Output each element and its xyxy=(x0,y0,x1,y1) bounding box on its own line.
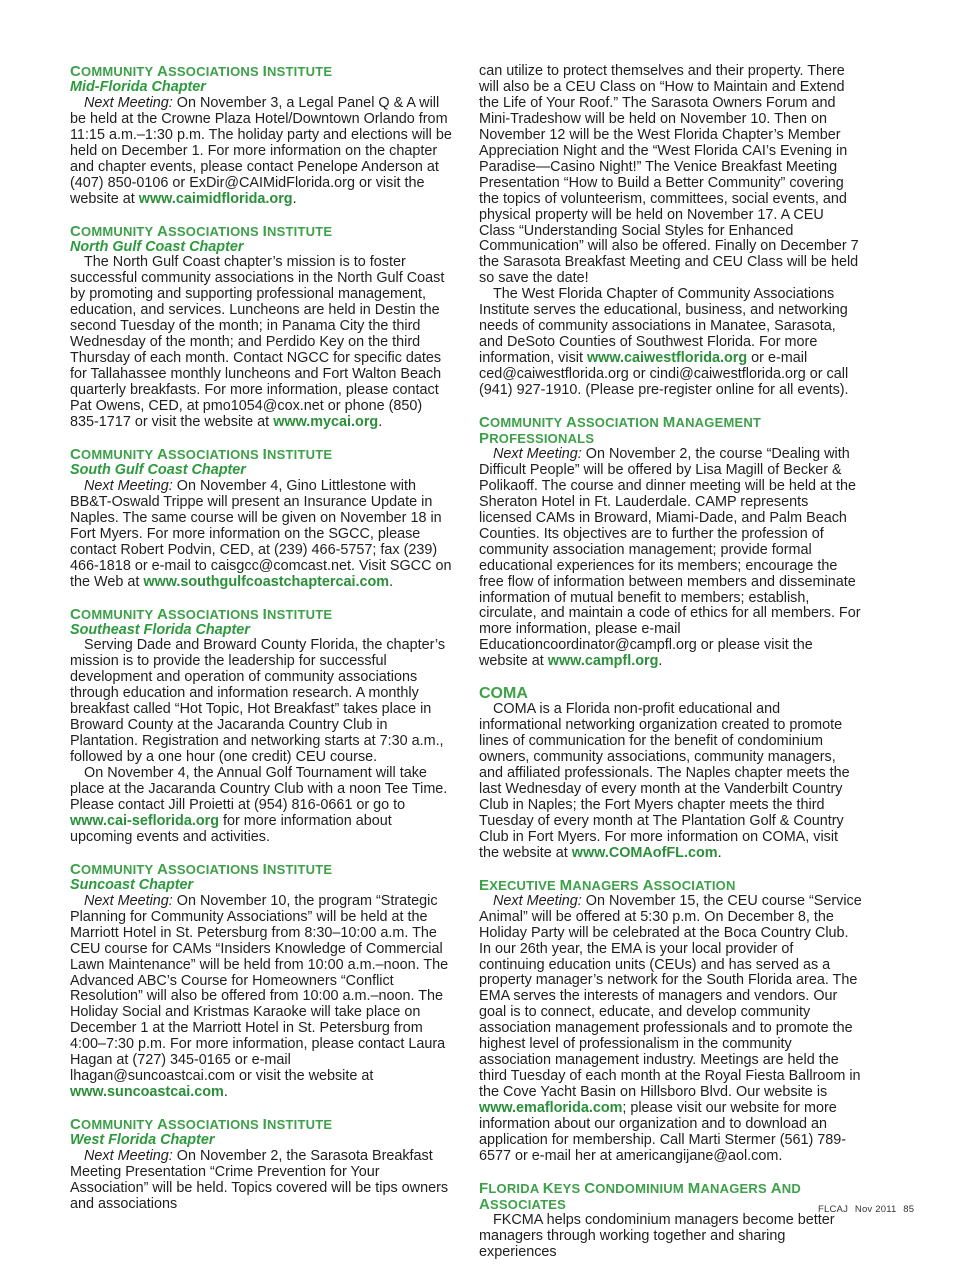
organization-heading: COMA xyxy=(479,685,528,703)
organization-heading: COMMUNITY ASSOCIATION MANAGEMENT PROFESSIONALS xyxy=(479,414,762,447)
article-section xyxy=(479,64,862,399)
paragraph-tail-text: ; please visit our website for more information about our organization and to download an application for membership. Call Marti Stermer (561) 789-6577 or e-mail her at americangijane@aol.com. xyxy=(479,1100,847,1164)
article-section xyxy=(479,686,862,861)
paragraph-tail-text: for more information about upcoming events and activities. xyxy=(70,812,392,845)
organization-heading: EXECUTIVE MANAGERS ASSOCIATION xyxy=(479,876,736,894)
body-paragraph xyxy=(70,638,452,766)
paragraph-tail-text: . xyxy=(389,573,394,590)
paragraph-text: COMA is a Florida non-profit educational and informational networking organization created to promote lines of communication for the benefit of condominium owners, community associations, community managers, and affiliated professionals. The Naples chapter meets the last Wednesday of every month at the Vanderbilt Country Club in Naples; the Fort Myers chapter meets the third Tuesday of every month at The Plantation Golf & Country Club in Fort Myers. For more information on COMA, visit the website at xyxy=(479,701,850,861)
paragraph-tail-text: or e-mail ced@caiwestflorida.org or cindi@caiwestflorida.org or call (941) 927-1910. (Please pre-register online for all events). xyxy=(479,350,849,399)
website-link[interactable]: www.southgulfcoastchaptercai.com xyxy=(143,573,390,590)
chapter-heading: Southeast Florida Chapter xyxy=(70,621,250,638)
organization-heading: COMMUNITY ASSOCIATIONS INSTITUTE xyxy=(70,1116,333,1134)
organization-heading: FLORIDA KEYS CONDOMINIUM MANAGERS AND ASSOCIATES xyxy=(479,1179,801,1213)
body-paragraph xyxy=(479,894,862,1165)
chapter-heading: Mid-Florida Chapter xyxy=(70,78,206,95)
paragraph-tail-text: . xyxy=(658,653,663,670)
paragraph-text: The West Florida Chapter of Community Associations Institute serves the educational, business, and networking needs of community associations in Manatee, Sarasota, and DeSoto Counties of Southwest Florida. For more information, visit xyxy=(479,286,848,367)
organization-heading: COMMUNITY ASSOCIATIONS INSTITUTE xyxy=(70,860,333,878)
article-section xyxy=(479,878,862,1165)
article-section xyxy=(70,224,452,431)
website-link[interactable]: www.cai-seflorida.org xyxy=(70,812,220,829)
body-paragraph xyxy=(479,64,862,287)
paragraph-text: Serving Dade and Broward County Florida, the chapter’s mission is to provide the leadership for successful development and operation of community associations through education and information research. A monthly breakfast called “Hot Topic, Hot Breakfast” takes place in Broward County at the Jacaranda Country Club in Plantation. Registration and networking starts at 7:30 a.m., followed by a one hour (one credit) CEU course. xyxy=(70,637,446,766)
website-link[interactable]: www.COMAofFL.com xyxy=(571,844,718,861)
body-paragraph xyxy=(70,255,452,430)
chapter-heading: West Florida Chapter xyxy=(70,1132,215,1149)
website-link[interactable]: www.caiwestflorida.org xyxy=(586,350,748,367)
body-paragraph xyxy=(70,766,452,846)
paragraph-tail-text: . xyxy=(292,190,297,207)
article-section xyxy=(70,64,452,208)
website-link[interactable]: www.emaflorida.com xyxy=(479,1100,623,1117)
paragraph-text: The North Gulf Coast chapter’s mission is to foster successful community associations in the North Gulf Coast by promoting and supporting professional management, education, and services. Luncheons are held in Destin the second Tuesday of the month; in Panama City the third Wednesday of the month; and Perdido Key on the third Thursday of each month. Contact NGCC for specific dates for Tallahassee monthly luncheons and Fort Walton Beach quarterly breakfasts. For more information, please contact Pat Owens, CED, at pmo1054@cox.net or phone (850) 835-1717 or visit the website at xyxy=(70,254,445,431)
lead-in-label: Next Meeting: xyxy=(84,94,173,111)
paragraph-tail-text: . xyxy=(717,844,722,861)
paragraph-tail-text: . xyxy=(223,1084,228,1101)
paragraph-text: On November 2, the Sarasota Breakfast Meeting Presentation “Crime Prevention for Your Association” will be held. Topics covered will be tips owners and associations xyxy=(70,1148,449,1212)
website-link[interactable]: www.mycai.org xyxy=(273,414,379,431)
paragraph-text: On November 15, the CEU course “Service Animal” will be offered at 5:30 p.m. On December 8, the Holiday Party will be celebrated at the Boca Country Club. In our 26th year, the EMA is your local provider of continuing education units (CEUs) and has served as a property manager’s network for the South Florida area. The EMA serves the interests of managers and vendors. Our goal is to connect, educate, and develop community association management professionals and to promote the highest level of professionalism in the community association management industry. Meetings are held the third Tuesday of each month at the Royal Fiesta Ballroom in the Cove Yacht Basin on Hillsboro Blvd. Our website is xyxy=(479,892,862,1101)
body-paragraph xyxy=(479,287,862,399)
article-section xyxy=(70,607,452,846)
paragraph-text: On November 10, the program “Strategic Planning for Community Associations” will be held at the Marriott Hotel in St. Petersburg from 8:30–10:00 a.m. The CEU course for CAMs “Insiders Knowledge of Commercial Lawn Maintenance” will be held from 10:00 a.m.–noon. The Advanced ABC’s Course for Homeowners “Conflict Resolution” will also be offered from 10:00 a.m.–noon. The Holiday Social and Kristmas Karaoke will take place on December 1 at the Marriott Hotel in St. Petersburg from 4:00–7:30 p.m. For more information, please contact Laura Hagan at (727) 345-0165 or e-mail lhagan@suncoastcai.com or visit the website at xyxy=(70,892,449,1085)
paragraph-text: can utilize to protect themselves and their property. There will also be a CEU Class on “How to Maintain and Extend the Life of Your Roof.” The Sarasota Owners Forum and Mini-Tradeshow will be held on November 10. Then on November 12 will be the West Florida Chapter’s Member Appreciation Night and the “West Florida CAI’s Evening in Paradise—Casino Night!” The Venice Breakfast Meeting Presentation “How to Build a Better Community” covering the topics of volunteerism, committees, social events, and physical property will be held on November 17. A CEU Class “Understanding Social Styles for Enhanced Communication” will also be offered. Finally on December 7 the Sarasota Breakfast Meeting and CEU Class will be held so save the date! xyxy=(479,63,859,287)
website-link[interactable]: www.suncoastcai.com xyxy=(70,1084,224,1101)
paragraph-text: On November 3, a Legal Panel Q & A will be held at the Crowne Plaza Hotel/Downtown Orlando from 11:15 a.m.–1:30 p.m. The holiday party and elections will be held on December 1. For more information on the chapter and chapter events, please contact Penelope Anderson at (407) 850-0106 or ExDir@CAIMidFlorida.org or visit the website at xyxy=(70,94,452,207)
paragraph-tail-text: . xyxy=(378,414,383,431)
article-section xyxy=(479,415,862,670)
organization-heading: COMMUNITY ASSOCIATIONS INSTITUTE xyxy=(70,63,333,80)
organization-heading: COMMUNITY ASSOCIATIONS INSTITUTE xyxy=(70,445,333,463)
paragraph-text: FKCMA helps condominium managers become better managers through working together and sharing experiences xyxy=(479,1211,835,1260)
organization-heading: COMMUNITY ASSOCIATIONS INSTITUTE xyxy=(70,222,333,240)
paragraph-text: On November 4, Gino Littlestone with BB&T-Oswald Trippe will present an Insurance Update in Naples. The same course will be given on November 18 in Fort Myers. For more information on the SGCC, please contact Robert Podvin, CED, at (239) 466-5757; fax (239) 466-1818 or e-mail to caisgcc@comcast.net. Visit SGCC on the Web at xyxy=(70,477,452,590)
body-paragraph xyxy=(479,447,862,670)
body-paragraph xyxy=(70,1149,452,1213)
chapter-heading: North Gulf Coast Chapter xyxy=(70,238,244,255)
lead-in-label: Next Meeting: xyxy=(493,445,582,462)
organization-heading: COMMUNITY ASSOCIATIONS INSTITUTE xyxy=(70,605,333,623)
lead-in-label: Next Meeting: xyxy=(493,892,582,909)
lead-in-label: Next Meeting: xyxy=(84,477,173,494)
left-column xyxy=(70,64,452,1229)
chapter-heading: Suncoast Chapter xyxy=(70,876,194,893)
footer-issue: Nov 2011 xyxy=(854,1204,897,1215)
footer-journal: FLCAJ xyxy=(818,1204,849,1215)
article-section xyxy=(70,862,452,1101)
body-paragraph xyxy=(479,1213,862,1261)
body-paragraph xyxy=(70,479,452,591)
paragraph-text: On November 2, the course “Dealing with Difficult People” will be offered by Lisa Magill of Becker & Polikaoff. The course and dinner meeting will be held at the Sheraton Hotel in Ft. Lauderdale. CAMP represents licensed CAMs in Broward, Miami-Dade, and Palm Beach Counties. Its objectives are to further the profession of community association management; provide formal educational experiences for its members; encourage the free flow of information between members and disseminate information of mutual benefit to members; establish, circulate, and maintain a code of ethics for all members. For more information, please e-mail Educationcoordinator@campfl.org or please visit the website at xyxy=(479,445,861,670)
body-paragraph xyxy=(70,894,452,1101)
article-section xyxy=(479,1181,862,1261)
paragraph-text: On November 4, the Annual Golf Tournament will take place at the Jacaranda Country Club with a noon Tee Time. Please contact Jill Proietti at (954) 816-0661 or go to xyxy=(70,765,448,813)
page-footer xyxy=(818,1204,918,1215)
lead-in-label: Next Meeting: xyxy=(84,1148,173,1165)
website-link[interactable]: www.caimidflorida.org xyxy=(138,190,293,207)
article-section xyxy=(70,1117,452,1213)
chapter-heading: South Gulf Coast Chapter xyxy=(70,461,246,478)
body-paragraph xyxy=(479,702,862,862)
lead-in-label: Next Meeting: xyxy=(84,892,173,909)
body-paragraph xyxy=(70,96,452,208)
website-link[interactable]: www.campfl.org xyxy=(547,653,659,670)
footer-page-number: 85 xyxy=(903,1204,915,1215)
article-section xyxy=(70,447,452,591)
right-column xyxy=(479,64,862,1277)
